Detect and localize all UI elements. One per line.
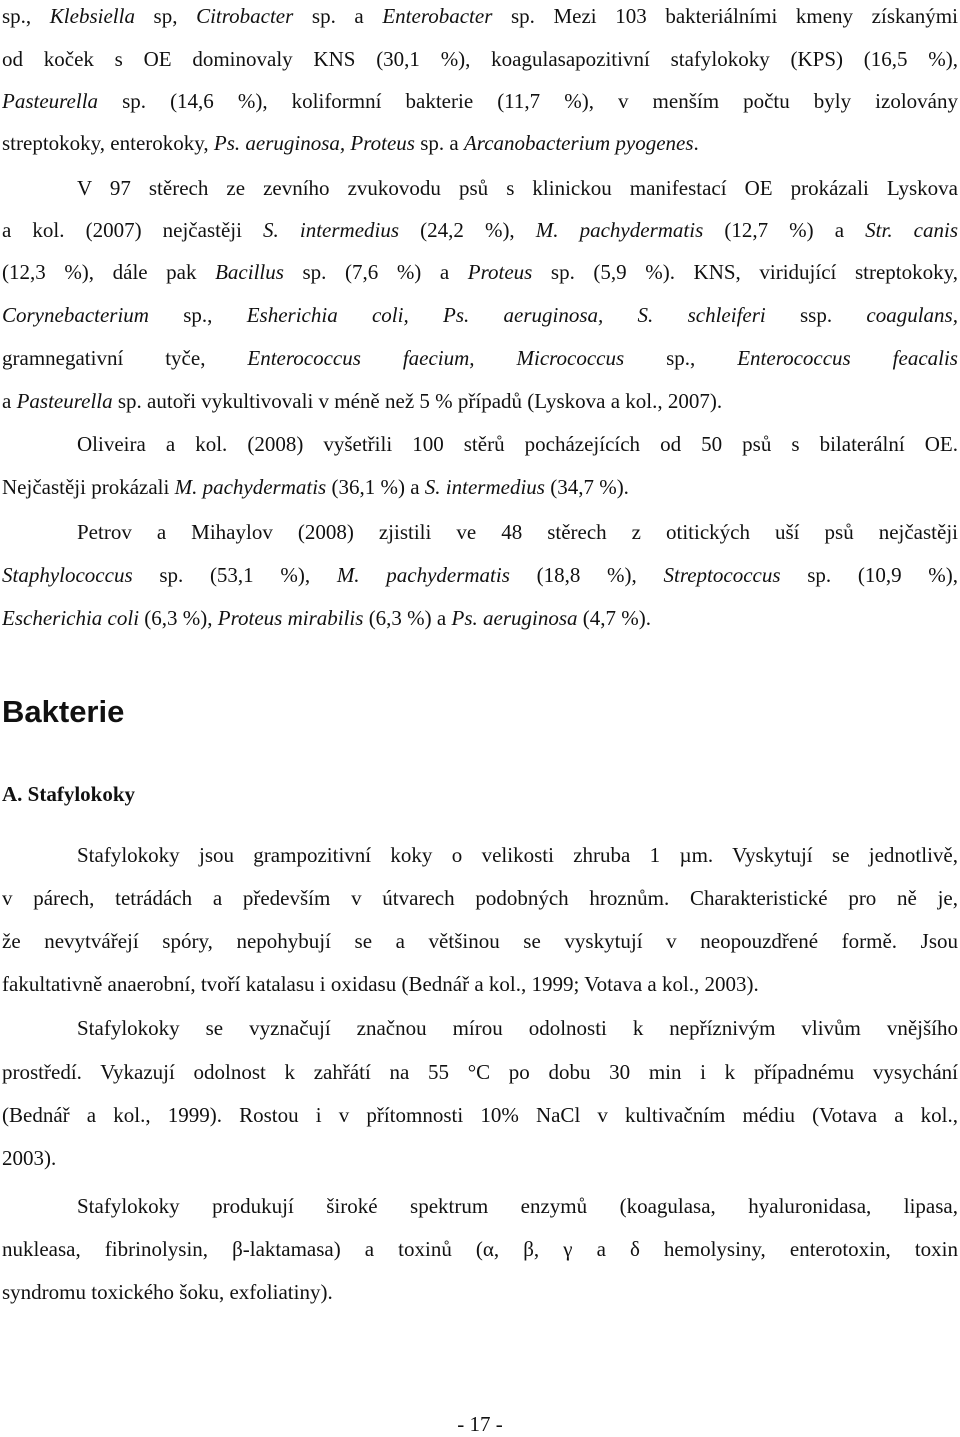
italic-text: Corynebacterium (2, 303, 149, 327)
text-line (2, 302, 958, 328)
italic-text: Bacillus (215, 260, 284, 284)
page-number: - 17 - (457, 1412, 503, 1436)
text-segment: a kol. (2007) nejčastěji (2, 218, 264, 242)
italic-text: Citrobacter (196, 4, 294, 28)
italic-text: coagulans, (866, 303, 958, 327)
text-segment: (6,3 %) a (363, 606, 452, 630)
italic-text: M. pachydermatis (336, 563, 510, 587)
text-segment: Nejčastěji prokázali (2, 475, 175, 499)
text-line (77, 1193, 958, 1219)
text-segment: Stafylokoky produkují široké spektrum enzymů (koagulasa, hyaluronidasa, lipasa, (77, 1194, 958, 1218)
italic-text: Esherichia coli, Ps. aeruginosa, S. schleiferi (246, 303, 766, 327)
text-line (2, 885, 958, 911)
section-heading: Bakterie (2, 694, 125, 729)
text-segment: (12,3 %), dále pak (2, 260, 216, 284)
text-line (2, 1102, 958, 1128)
italic-text: M. pachydermatis (535, 218, 704, 242)
text-line (2, 562, 958, 588)
text-segment: (6,3 %), (139, 606, 218, 630)
text-line (77, 431, 958, 457)
text-segment: sp. Mezi 103 bakteriálními kmeny získanými (492, 4, 958, 28)
text-segment: (12,7 %) a (703, 218, 866, 242)
text-segment: streptokoky, enterokoky, (2, 131, 214, 155)
text-segment: (34,7 %). (544, 475, 629, 499)
italic-text: Staphylococcus (2, 563, 133, 587)
text-segment: sp. (5,9 %). KNS, viridující streptokoky, (532, 260, 958, 284)
text-segment: . (693, 131, 699, 155)
italic-text: Proteus (467, 260, 533, 284)
text-line (2, 88, 958, 114)
text-segment: ssp. (765, 303, 867, 327)
text-segment: Stafylokoky jsou grampozitivní koky o velikosti zhruba 1 µm. Vyskytují se jednotlivě, (77, 843, 958, 867)
text-segment: V 97 stěrech ze zevního zvukovodu psů s klinickou manifestací OE prokázali Lyskova (77, 176, 958, 200)
text-segment: prostředí. Vykazují odolnost k zahřátí na 55 °C po dobu 30 min i k případnému vysychání (2, 1060, 958, 1084)
italic-text: S. intermedius (424, 475, 545, 499)
italic-text: Enterococcus feacalis (737, 346, 958, 370)
text-line (2, 130, 958, 156)
text-line (77, 519, 958, 545)
text-line (2, 1236, 958, 1262)
text-segment: gramnegativní tyče, (2, 346, 248, 370)
text-segment: sp. (10,9 %), (780, 563, 958, 587)
text-line (2, 46, 958, 72)
text-line (2, 217, 958, 243)
text-line (2, 345, 958, 371)
text-segment: že nevytvářejí spóry, nepohybují se a většinou se vyskytují v neopouzdřené formě. Jsou (2, 929, 958, 953)
text-segment: od koček s OE dominovaly KNS (30,1 %), koagulasapozitivní stafylokoky (KPS) (16,5 %), (2, 47, 958, 71)
text-segment: 2003). (2, 1146, 57, 1170)
text-segment: (4,7 %). (577, 606, 651, 630)
italic-text: Escherichia coli (2, 606, 140, 630)
text-segment: (Bednář a kol., 1999). Rostou i v přítomnosti 10% NaCl v kultivačním médiu (Votava a kol., (2, 1103, 958, 1127)
text-segment: sp. autoři vykultivovali v méně než 5 % případů (Lyskova a kol., 2007). (112, 389, 723, 413)
text-segment: sp., (624, 346, 738, 370)
text-line (2, 259, 958, 285)
text-line (2, 388, 958, 414)
italic-text: Pasteurella (2, 89, 99, 113)
text-segment: Stafylokoky se vyznačují značnou mírou odolnosti k nepříznivým vlivům vnějšího (77, 1016, 958, 1040)
subsection-heading: A. Stafylokoky (2, 782, 136, 806)
text-line (2, 971, 958, 997)
text-segment: sp., (148, 303, 247, 327)
text-segment: (24,2 %), (399, 218, 536, 242)
italic-text: Proteus mirabilis (217, 606, 364, 630)
text-segment: (18,8 %), (509, 563, 664, 587)
italic-text: Ps. aeruginosa, Proteus (213, 131, 415, 155)
text-line (2, 605, 958, 631)
text-line (2, 3, 958, 29)
italic-text: S. intermedius (263, 218, 400, 242)
text-segment: sp. a (414, 131, 464, 155)
text-segment: v párech, tetrádách a především v útvarech podobných hroznům. Charakteristické pro ně je, (2, 886, 958, 910)
italic-text: Streptococcus (663, 563, 781, 587)
text-line (77, 175, 958, 201)
italic-text: Enterobacter (382, 4, 493, 28)
text-segment: fakultativně anaerobní, tvoří katalasu i oxidasu (Bednář a kol., 1999; Votava a kol., 2003). (2, 972, 759, 996)
text-segment: sp, (134, 4, 197, 28)
italic-text: Pasteurella (16, 389, 113, 413)
text-line (2, 1279, 958, 1305)
text-segment: syndromu toxického šoku, exfoliatiny). (2, 1280, 333, 1304)
text-line (2, 474, 958, 500)
italic-text: M. pachydermatis (174, 475, 327, 499)
text-line (2, 1145, 958, 1171)
text-segment: sp. (53,1 %), (132, 563, 337, 587)
text-segment: Petrov a Mihaylov (2008) zjistili ve 48 stěrech z otitických uší psů nejčastěji (77, 520, 958, 544)
italic-text: Enterococcus faecium, Micrococcus (247, 346, 625, 370)
text-line (77, 1015, 958, 1041)
italic-text: Arcanobacterium pyogenes (463, 131, 694, 155)
text-segment: sp., (2, 4, 50, 28)
text-segment: Oliveira a kol. (2008) vyšetřili 100 stěrů pocházejících od 50 psů s bilaterální OE. (77, 432, 958, 456)
text-segment: nukleasa, fibrinolysin, β-laktamasa) a toxinů (α, β, γ a δ hemolysiny, enterotoxin, toxin (2, 1237, 958, 1261)
text-line (77, 842, 958, 868)
text-line (2, 1059, 958, 1085)
text-segment: sp. a (293, 4, 383, 28)
italic-text: Klebsiella (49, 4, 135, 28)
text-line (2, 928, 958, 954)
text-segment: sp. (7,6 %) a (283, 260, 468, 284)
text-segment: sp. (14,6 %), koliformní bakterie (11,7 %), v menším počtu byly izolovány (98, 89, 958, 113)
italic-text: Ps. aeruginosa (451, 606, 578, 630)
italic-text: Str. canis (865, 218, 958, 242)
text-segment: (36,1 %) a (326, 475, 425, 499)
text-segment: a (2, 389, 17, 413)
